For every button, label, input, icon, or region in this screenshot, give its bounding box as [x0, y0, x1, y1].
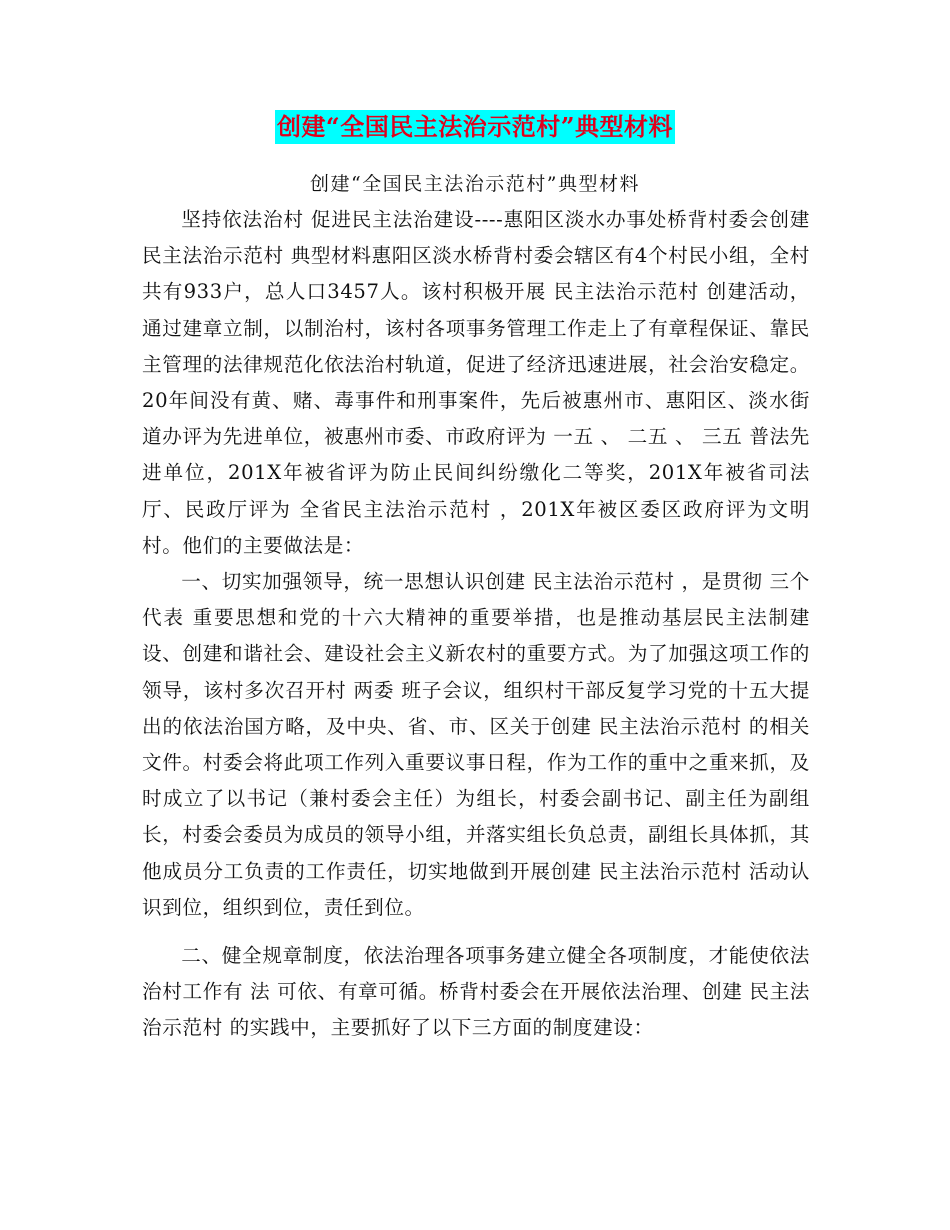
- paragraph-section-one: 一、切实加强领导，统一思想认识创建 民主法治示范村 ，是贯彻 三个代表 重要思想和党的十六大精神的重要举措，也是推动基层民主法制建设、创建和谐社会、建设社会主义新农村的重要方式。为了加强这项工作的领导，该村多次召开村 两委 班子会议，组织村干部反复学习党的十五大提出的依法治国方略，及中央、省、市、区关于创建 民主法治示范村 的相关文件。村委会将此项工作列入重要议事日程，作为工作的重中之重来抓，及时成立了以书记（兼村委会主任）为组长，村委会副书记、副主任为副组长，村委会委员为成员的领导小组，并落实组长负总责，副组长具体抓，其他成员分工负责的工作责任，切实地做到开展创建 民主法治示范村 活动认识到位，组织到位，责任到位。: [142, 570, 810, 919]
- title-container: [0, 110, 950, 144]
- paragraph-section-two: 二、健全规章制度，依法治理各项事务建立健全各项制度，才能使依法治村工作有 法 可依、有章可循。桥背村委会在开展依法治理、创建 民主法治示范村 的实践中，主要抓好了以下三方面的制度建设：: [142, 944, 810, 1040]
- document-subtitle: 创建“全国民主法治示范村”典型材料: [310, 173, 640, 195]
- paragraph-intro: 坚持依法治村 促进民主法治建设----惠阳区淡水办事处桥背村委会创建 民主法治示范村 典型材料惠阳区淡水桥背村委会辖区有4个村民小组，全村共有933户，总人口3457人。该村积极开展 民主法治示范村 创建活动，通过建章立制，以制治村，该村各项事务管理工作走上了有章程保证、靠民主管理的法律规范化依法治村轨道，促进了经济迅速进展，社会治安稳定。20年间没有黄、赌、毒事件和刑事案件，先后被惠州市、惠阳区、淡水街道办评为先进单位，被惠州市委、市政府评为 一五 、 二五 、 三五 普法先进单位，201X年被省评为防止民间纠纷缴化二等奖，201X年被省司法厅、民政厅评为 全省民主法治示范村 ，201X年被区委区政府评为文明村。他们的主要做法是：: [142, 208, 810, 557]
- document-title: 创建“全国民主法治示范村”典型材料: [275, 110, 675, 144]
- document-body: [142, 202, 810, 1047]
